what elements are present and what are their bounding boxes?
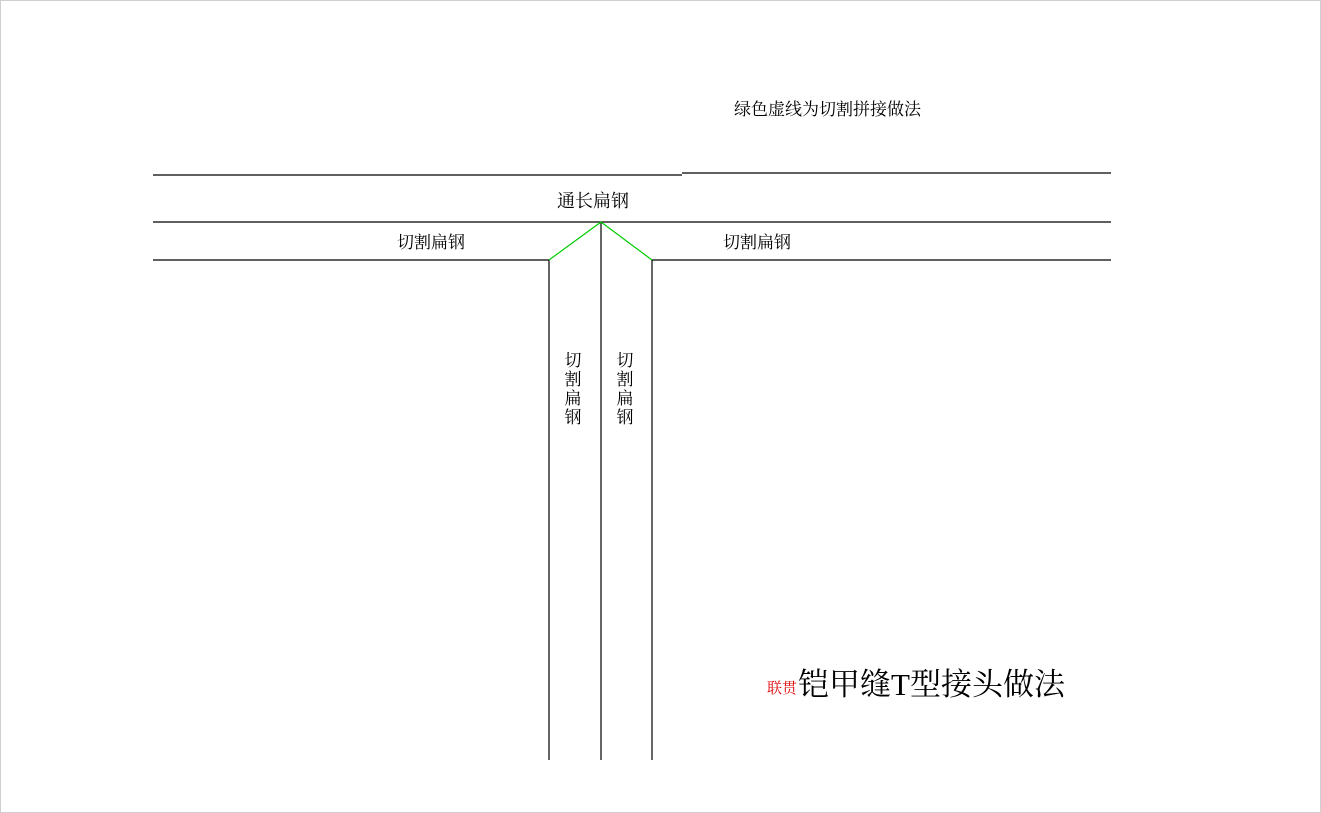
joint-line-left-green — [549, 222, 601, 260]
drawing-title: 铠甲缝T型接头做法 — [798, 667, 1065, 702]
label-cut-plate-right: 切割扁钢 — [723, 233, 791, 252]
title-block — [767, 659, 1065, 704]
diagram-svg — [1, 1, 1321, 813]
joint-line-right-green — [601, 222, 652, 260]
note-text: 绿色虚线为切割拼接做法 — [734, 100, 921, 119]
label-through-plate: 通长扁钢 — [557, 191, 629, 211]
label-cut-plate-vertical-right: 切割扁钢 — [613, 351, 633, 427]
label-cut-plate-vertical-left: 切割扁钢 — [561, 351, 581, 427]
brand-mark: 联贯 — [767, 680, 798, 697]
label-cut-plate-left: 切割扁钢 — [397, 233, 465, 252]
